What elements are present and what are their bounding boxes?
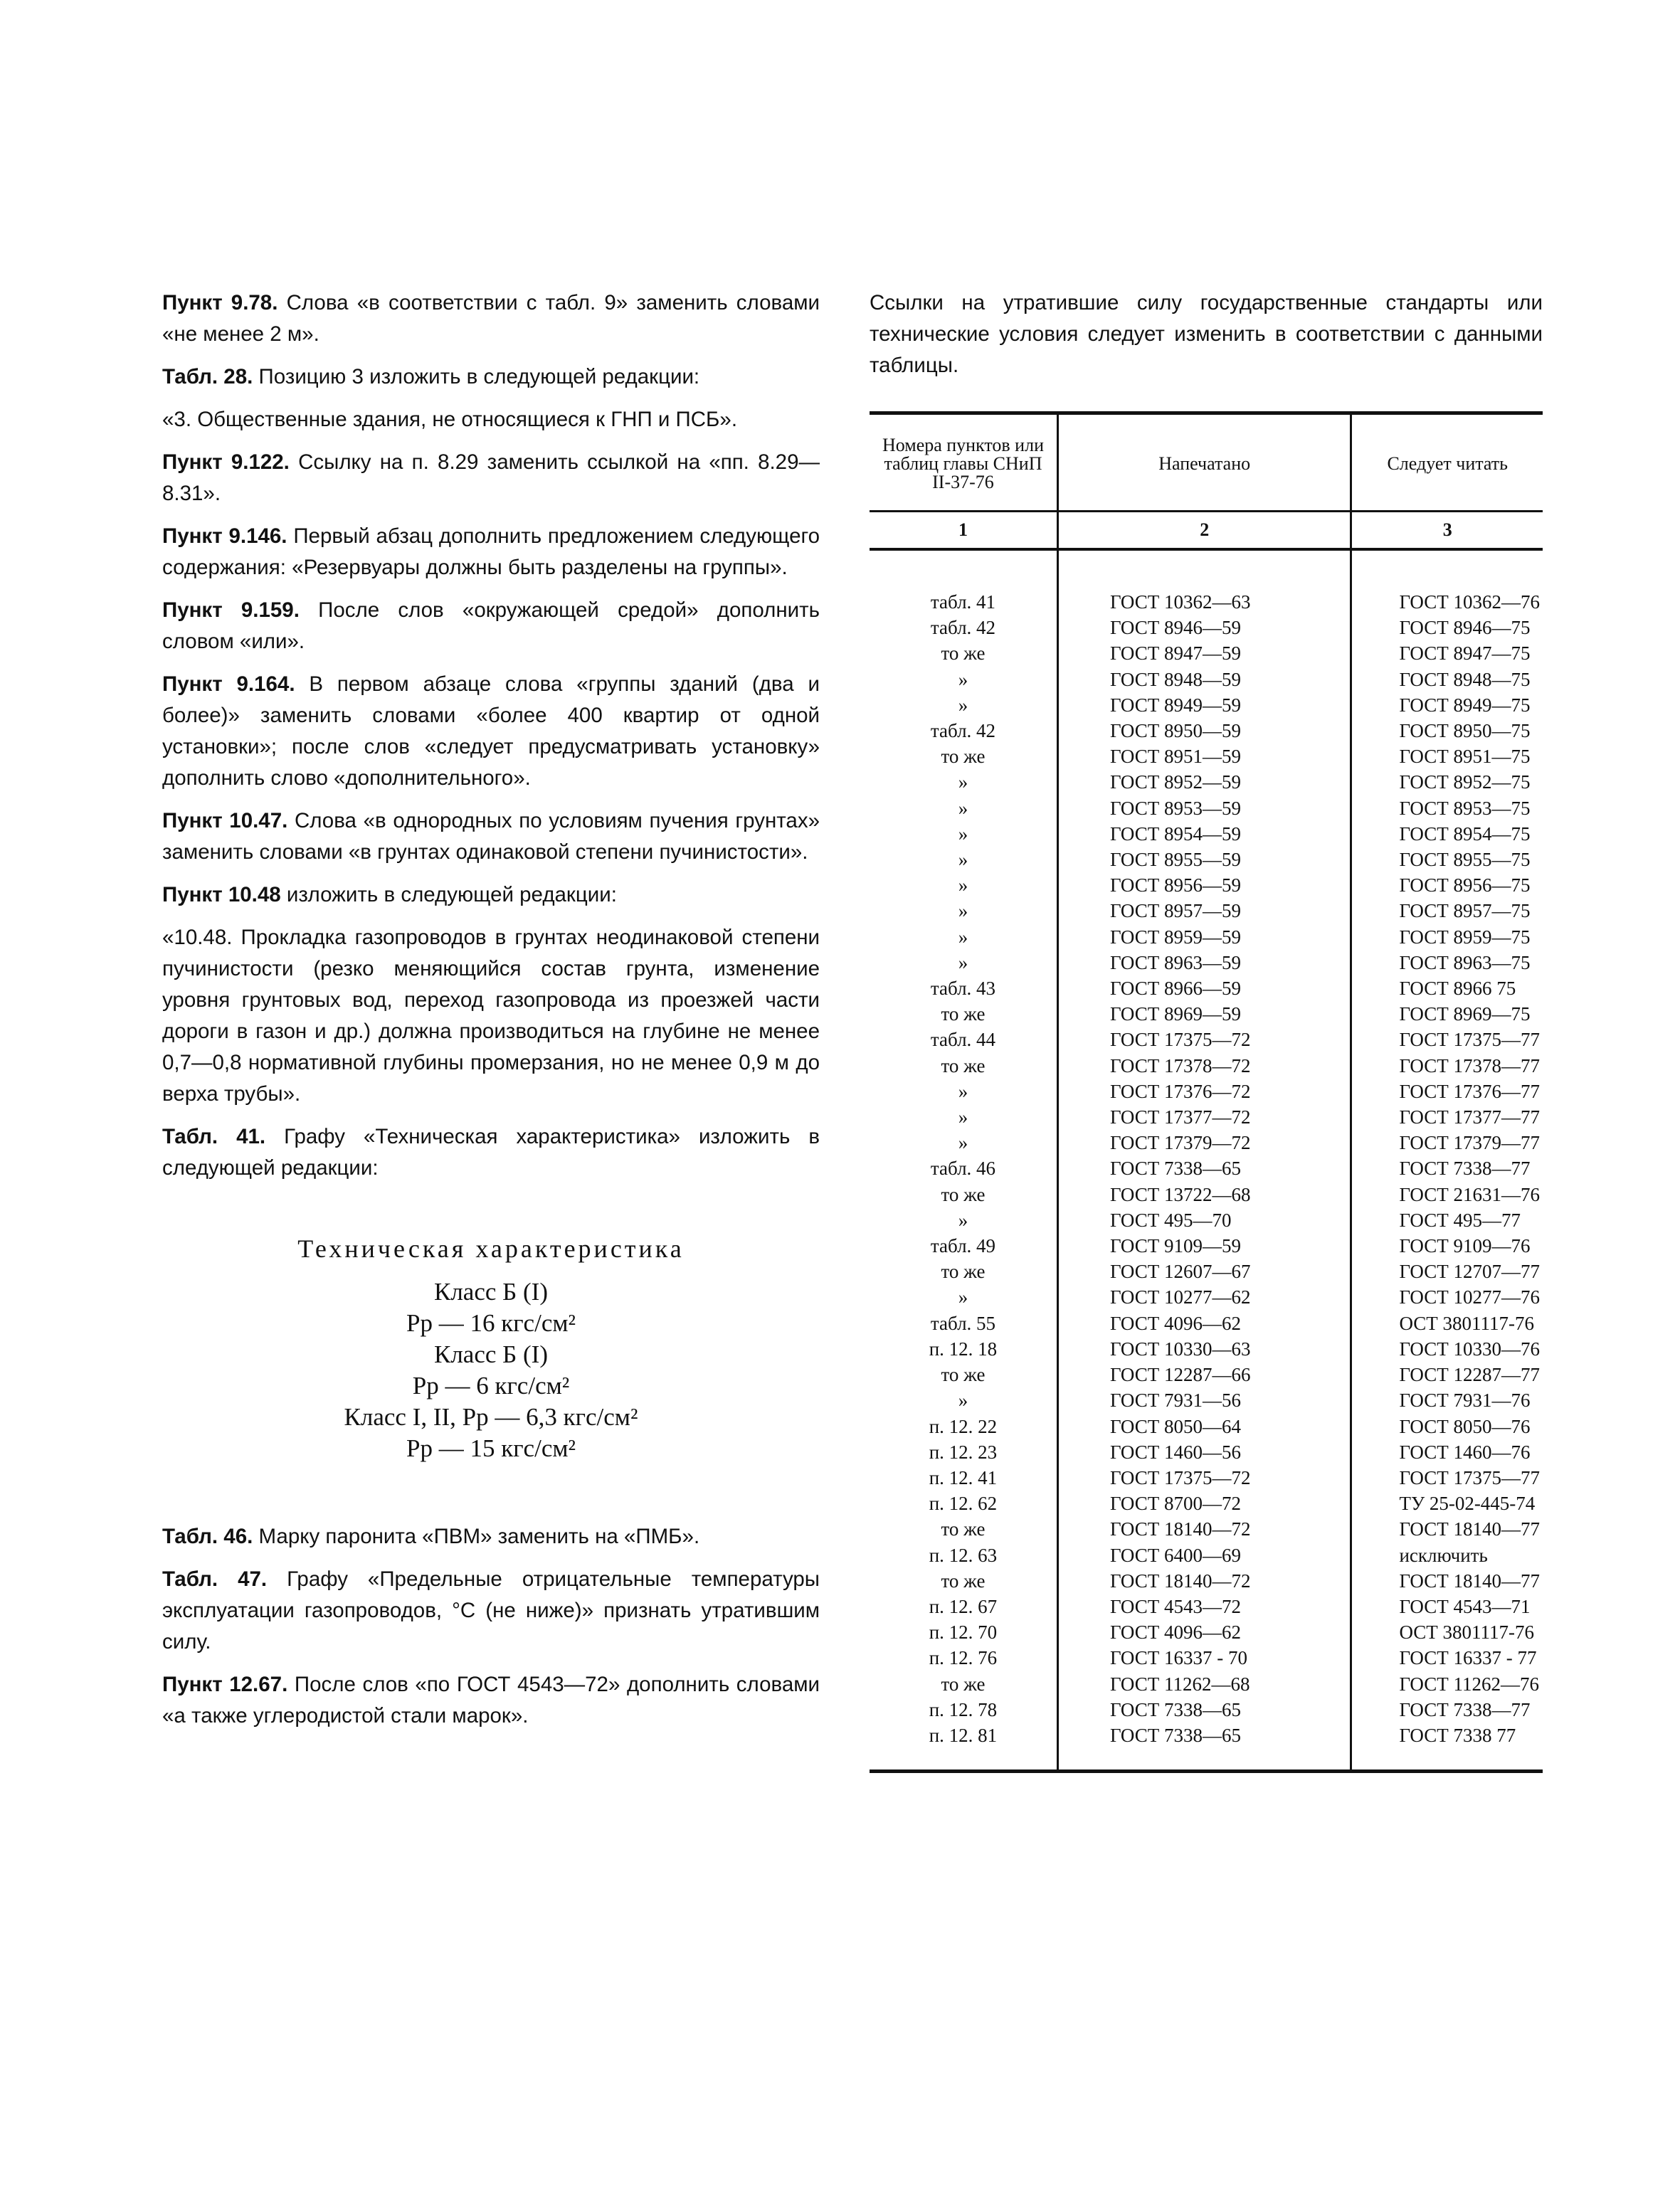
cell-printed: ГОСТ 7338—65 [1057,1155,1351,1181]
paragraph [162,287,820,350]
cell-printed: ГОСТ 17376—72 [1057,1079,1351,1104]
table-row [870,1053,1543,1079]
paragraph [162,521,820,583]
paragraph [162,879,820,911]
cell-should-read: ГОСТ 7338—77 [1399,1698,1531,1720]
table-row [870,1465,1543,1491]
paragraph [162,1521,820,1552]
cell-reference: » [870,1387,1057,1413]
cell-should-read: ГОСТ 17378—77 [1399,1054,1540,1076]
cell-printed: ГОСТ 10277—62 [1057,1284,1351,1310]
table-row [870,692,1543,718]
table-row [870,1568,1543,1594]
cell-printed: ГОСТ 10330—63 [1057,1336,1351,1362]
cell-reference: табл. 46 [870,1155,1057,1181]
table-row [870,924,1543,950]
table-intro: Ссылки на утратившие силу государственные стандарты или технические условия следует изменить в соответствии с данными таблицы. [870,291,1543,377]
cell-reference: то же [870,1568,1057,1594]
cell-should-read: ГОСТ 17376—77 [1399,1080,1540,1102]
cell-should-read: ГОСТ 8957—75 [1399,900,1531,922]
cell-should-read: ГОСТ 10330—76 [1399,1338,1540,1360]
right-column [870,287,1543,1773]
left-column [162,287,820,1743]
cell-reference: » [870,692,1057,718]
cell-reference: п. 12. 41 [870,1465,1057,1491]
cell-should-read: ОСТ 3801117-76 [1399,1621,1535,1644]
cell-reference: » [870,1079,1057,1104]
table-row [870,744,1543,769]
cell-printed: ГОСТ 4096—62 [1057,1619,1351,1645]
table-row [870,667,1543,692]
table-row [870,1207,1543,1233]
table-row [870,898,1543,924]
cell-should-read: ГОСТ 17375—77 [1399,1029,1540,1051]
table-row [870,640,1543,666]
cell-reference: то же [870,1671,1057,1697]
header-col-3: Следует читать [1351,413,1543,512]
table-row [870,795,1543,821]
table-body [870,549,1543,1772]
cell-printed: ГОСТ 4543—72 [1057,1594,1351,1619]
paragraph [162,1669,820,1732]
technical-specification [162,1234,820,1464]
cell-reference: табл. 43 [870,975,1057,1001]
paragraph-text: «10.48. Прокладка газопроводов в грунтах неодинаковой степени пучинистости (резко меняющийся состав грунта, изменение уровня грунтовых вод, переход газопровода из проезжей части дороги в газон и др.) должна производиться на глубине не менее 0,7—0,8 нормативной глубины промерзания, но не менее 0,9 м до верха трубы». [162,926,820,1106]
cell-printed: ГОСТ 8959—59 [1057,924,1351,950]
cell-reference: табл. 55 [870,1311,1057,1336]
cell-reference: п. 12. 78 [870,1697,1057,1723]
cell-printed: ГОСТ 18140—72 [1057,1516,1351,1542]
cell-reference: п. 12. 22 [870,1414,1057,1439]
paragraph-text: После слов «по ГОСТ 4543—72» дополнить словами «а также углеродистой стали марок». [162,1673,820,1728]
spec-line: Класс Б (I) [434,1340,548,1368]
spec-line: Класс I, II, Pр — 6,3 кгс/см² [344,1403,638,1431]
paragraph-lead: Пункт 10.48 [162,883,281,906]
table-row [870,872,1543,898]
cell-printed: ГОСТ 12607—67 [1057,1259,1351,1284]
cell-printed: ГОСТ 17377—72 [1057,1104,1351,1130]
cell-printed: ГОСТ 13722—68 [1057,1182,1351,1207]
cell-printed: ГОСТ 8949—59 [1057,692,1351,718]
cell-should-read: ГОСТ 10362—76 [1399,591,1540,613]
cell-reference: п. 12. 62 [870,1491,1057,1516]
cell-should-read: ГОСТ 8966 75 [1399,978,1516,1000]
cell-printed: ГОСТ 17378—72 [1057,1053,1351,1079]
header-col-1: Номера пунктов или таблиц главы СНиП II-37-76 [870,413,1057,512]
cell-should-read: ГОСТ 18140—77 [1399,1570,1540,1592]
column-numbers-row [870,512,1543,550]
cell-printed: ГОСТ 7338—65 [1057,1697,1351,1723]
cell-reference: то же [870,1001,1057,1027]
paragraph-text: Графу «Техническая характеристика» изложить в следующей редакции: [162,1125,820,1180]
cell-printed: ГОСТ 8957—59 [1057,898,1351,924]
table-row [870,1336,1543,1362]
paragraph-lead: Пункт 9.146. [162,524,287,548]
paragraph [162,447,820,509]
cell-should-read: ГОСТ 8953—75 [1399,797,1531,819]
cell-should-read: ГОСТ 4543—71 [1399,1595,1531,1617]
table-row [870,1439,1543,1465]
paragraph-text: В первом абзаце слова «группы зданий (два и более)» заменить словами «более 400 квартир от одной установки»; после слов «следует предусматривать установку» дополнить слово «дополнительного». [162,672,820,790]
cell-printed: ГОСТ 8954—59 [1057,821,1351,847]
cell-reference: то же [870,1053,1057,1079]
cell-reference: » [870,924,1057,950]
paragraph-lead: Пункт 9.159. [162,598,300,622]
table-row [870,975,1543,1001]
cell-reference: » [870,898,1057,924]
spec-line: Pр — 6 кгс/см² [412,1372,570,1400]
paragraph [162,805,820,868]
cell-should-read: ГОСТ 17377—77 [1399,1106,1540,1128]
cell-printed: ГОСТ 7931—56 [1057,1387,1351,1413]
cell-reference: то же [870,640,1057,666]
table-row [870,1079,1543,1104]
cell-reference: п. 12. 70 [870,1619,1057,1645]
cell-should-read: ГОСТ 8948—75 [1399,668,1531,690]
paragraph-text: После слов «окружающей средой» дополнить словом «или». [162,598,820,653]
cell-reference: » [870,847,1057,872]
paragraph-text: Слова «в соответствии с табл. 9» заменить словами «не менее 2 м». [162,291,820,346]
cell-reference: п. 12. 23 [870,1439,1057,1465]
cell-printed: ГОСТ 18140—72 [1057,1568,1351,1594]
cell-reference: » [870,1104,1057,1130]
table-row [870,1697,1543,1723]
paragraph-lead: Табл. 46. [162,1525,253,1548]
cell-reference: табл. 41 [870,589,1057,615]
references-table [870,411,1543,1773]
paragraph-lead: Пункт 9.78. [162,291,278,314]
table-row [870,1155,1543,1181]
paragraph-lead: Табл. 47. [162,1567,268,1591]
cell-reference: п. 12. 76 [870,1645,1057,1671]
table-row [870,718,1543,744]
spacer-cell [1351,549,1543,589]
paragraph-text: Графу «Предельные отрицательные температуры эксплуатации газопроводов, °С (не ниже)» признать утратившим силу. [162,1567,820,1654]
cell-printed: ГОСТ 8050—64 [1057,1414,1351,1439]
paragraph-lead: Пункт 9.122. [162,450,290,474]
paragraph-lead: Пункт 12.67. [162,1673,288,1696]
cell-printed: ГОСТ 10362—63 [1057,589,1351,615]
cell-should-read: ГОСТ 8959—75 [1399,926,1531,948]
cell-should-read: ОСТ 3801117-76 [1399,1312,1535,1334]
cell-printed: ГОСТ 9109—59 [1057,1233,1351,1259]
cell-printed: ГОСТ 8956—59 [1057,872,1351,898]
cell-should-read: ГОСТ 8946—75 [1399,617,1531,639]
paragraph [162,361,820,393]
cell-printed: ГОСТ 4096—62 [1057,1311,1351,1336]
cell-should-read: ГОСТ 21631—76 [1399,1183,1540,1205]
table-row [870,1619,1543,1645]
cell-reference: то же [870,1516,1057,1542]
cell-printed: ГОСТ 8963—59 [1057,950,1351,975]
cell-printed: ГОСТ 7338—65 [1057,1723,1351,1772]
cell-should-read: ГОСТ 10277—76 [1399,1286,1540,1308]
cell-should-read: исключить [1399,1544,1488,1566]
cell-reference: » [870,1284,1057,1310]
table-row [870,1001,1543,1027]
cell-should-read: ГОСТ 7338—77 [1399,1158,1531,1180]
paragraph-text: Ссылку на п. 8.29 заменить ссылкой на «пп. 8.29—8.31». [162,450,820,505]
cell-printed: ГОСТ 8947—59 [1057,640,1351,666]
cell-printed: ГОСТ 8952—59 [1057,769,1351,795]
paragraph-text: Первый абзац дополнить предложением следующего содержания: «Резервуары должны быть разделены на группы». [162,524,820,579]
cell-reference: » [870,769,1057,795]
cell-printed: ГОСТ 12287—66 [1057,1362,1351,1387]
cell-printed: ГОСТ 16337 - 70 [1057,1645,1351,1671]
cell-reference: » [870,950,1057,975]
cell-should-read: ГОСТ 7931—76 [1399,1390,1531,1412]
cell-printed: ГОСТ 8946—59 [1057,615,1351,640]
cell-printed: ГОСТ 8953—59 [1057,795,1351,821]
cell-reference: » [870,1130,1057,1155]
cell-printed: ГОСТ 1460—56 [1057,1439,1351,1465]
cell-printed: ГОСТ 8950—59 [1057,718,1351,744]
paragraph [162,595,820,657]
table-row [870,1414,1543,1439]
cell-should-read: ГОСТ 12287—77 [1399,1364,1540,1386]
cell-printed: ГОСТ 11262—68 [1057,1671,1351,1697]
paragraph-lead: Пункт 9.164. [162,672,295,696]
table-row [870,769,1543,795]
spec-line: Класс Б (I) [434,1278,548,1306]
col-number-2: 2 [1057,512,1351,550]
table-spacer-row [870,549,1543,589]
cell-printed: ГОСТ 17375—72 [1057,1027,1351,1052]
cell-should-read: ГОСТ 8949—75 [1399,694,1531,716]
cell-reference: » [870,872,1057,898]
cell-should-read: ГОСТ 8947—75 [1399,642,1531,665]
cell-printed: ГОСТ 495—70 [1057,1207,1351,1233]
table-row [870,1233,1543,1259]
cell-reference: табл. 44 [870,1027,1057,1052]
cell-should-read: ГОСТ 8951—75 [1399,746,1531,768]
paragraph-text: Марку паронита «ПВМ» заменить на «ПМБ». [253,1525,700,1548]
cell-reference: табл. 42 [870,615,1057,640]
paragraph [162,669,820,794]
cell-should-read: ГОСТ 9109—76 [1399,1235,1531,1257]
table-row [870,1104,1543,1130]
cell-printed: ГОСТ 17375—72 [1057,1465,1351,1491]
table-header-row [870,413,1543,512]
table-row [870,1723,1543,1772]
paragraph [162,922,820,1110]
table-row [870,1516,1543,1542]
spacer-cell [870,549,1057,589]
paragraphs-before-spec [162,287,820,1184]
cell-reference: то же [870,1182,1057,1207]
cell-should-read: ГОСТ 8952—75 [1399,771,1531,793]
cell-should-read: ГОСТ 17379—77 [1399,1132,1540,1154]
cell-printed: ГОСТ 17379—72 [1057,1130,1351,1155]
table-row [870,1491,1543,1516]
cell-reference: табл. 42 [870,718,1057,744]
table-row [870,1027,1543,1052]
table-row [870,1130,1543,1155]
paragraph [162,404,820,435]
cell-should-read: ГОСТ 8963—75 [1399,951,1531,973]
paragraph-lead: Пункт 10.47. [162,809,288,832]
cell-reference: п. 12. 67 [870,1594,1057,1619]
cell-should-read: ГОСТ 495—77 [1399,1209,1521,1231]
cell-printed: ГОСТ 6400—69 [1057,1543,1351,1568]
spec-line: Pр — 16 кгс/см² [406,1309,576,1337]
table-row [870,1259,1543,1284]
paragraph-lead: Табл. 28. [162,365,253,388]
cell-printed: ГОСТ 8969—59 [1057,1001,1351,1027]
cell-reference: » [870,795,1057,821]
cell-should-read: ГОСТ 18140—77 [1399,1518,1540,1540]
cell-reference: » [870,821,1057,847]
paragraph-text: изложить в следующей редакции: [280,883,617,906]
cell-should-read: ГОСТ 8955—75 [1399,849,1531,871]
cell-printed: ГОСТ 8951—59 [1057,744,1351,769]
paragraph [162,1121,820,1184]
cell-reference: » [870,1207,1057,1233]
paragraph-text: «3. Общественные здания, не относящиеся к ГНП и ПСБ». [162,408,738,431]
cell-should-read: ГОСТ 7338 77 [1351,1723,1543,1772]
cell-reference: табл. 49 [870,1233,1057,1259]
cell-reference: то же [870,744,1057,769]
table-row [870,847,1543,872]
table-row [870,615,1543,640]
table-row [870,589,1543,615]
cell-should-read: ГОСТ 8969—75 [1399,1003,1531,1025]
table-row [870,1311,1543,1336]
cell-printed: ГОСТ 8966—59 [1057,975,1351,1001]
cell-reference: » [870,667,1057,692]
table-row [870,821,1543,847]
header-col-2: Напечатано [1057,413,1351,512]
paragraph-lead: Табл. 41. [162,1125,266,1148]
cell-should-read: ГОСТ 8050—76 [1399,1415,1531,1437]
table-row [870,1645,1543,1671]
cell-should-read: ГОСТ 11262—76 [1399,1673,1539,1695]
cell-printed: ГОСТ 8700—72 [1057,1491,1351,1516]
table-row [870,1362,1543,1387]
col-number-1: 1 [870,512,1057,550]
cell-should-read: ГОСТ 8956—75 [1399,874,1531,896]
paragraph [162,1564,820,1658]
cell-reference: то же [870,1259,1057,1284]
cell-should-read: ГОСТ 17375—77 [1399,1466,1540,1488]
spacer-cell [1057,549,1351,589]
col-number-3: 3 [1351,512,1543,550]
spec-line: Pр — 15 кгс/см² [406,1434,576,1462]
table-row [870,1387,1543,1413]
cell-printed: ГОСТ 8955—59 [1057,847,1351,872]
table-row [870,1671,1543,1697]
spec-lines [162,1276,820,1464]
spec-title: Техническая характеристика [297,1234,685,1263]
cell-reference: п. 12. 81 [870,1723,1057,1772]
table-row [870,1182,1543,1207]
cell-reference: то же [870,1362,1057,1387]
cell-should-read: ГОСТ 16337 - 77 [1399,1647,1537,1669]
table-row [870,1594,1543,1619]
paragraph-text: Слова «в однородных по условиям пучения грунтах» заменить словами «в грунтах одинаковой степени пучинистости». [162,809,820,864]
cell-reference: п. 12. 63 [870,1543,1057,1568]
cell-should-read: ГОСТ 12707—77 [1399,1261,1540,1283]
cell-printed: ГОСТ 8948—59 [1057,667,1351,692]
paragraphs-after-spec [162,1521,820,1732]
cell-should-read: ГОСТ 8950—75 [1399,720,1531,742]
cell-reference: п. 12. 18 [870,1336,1057,1362]
paragraph-text: Позицию 3 изложить в следующей редакции: [253,365,700,388]
cell-should-read: ГОСТ 1460—76 [1399,1441,1531,1463]
cell-should-read: ГОСТ 8954—75 [1399,822,1531,845]
table-row [870,1543,1543,1568]
table-row [870,950,1543,975]
table-row [870,1284,1543,1310]
cell-should-read: ТУ 25-02-445-74 [1399,1493,1536,1515]
